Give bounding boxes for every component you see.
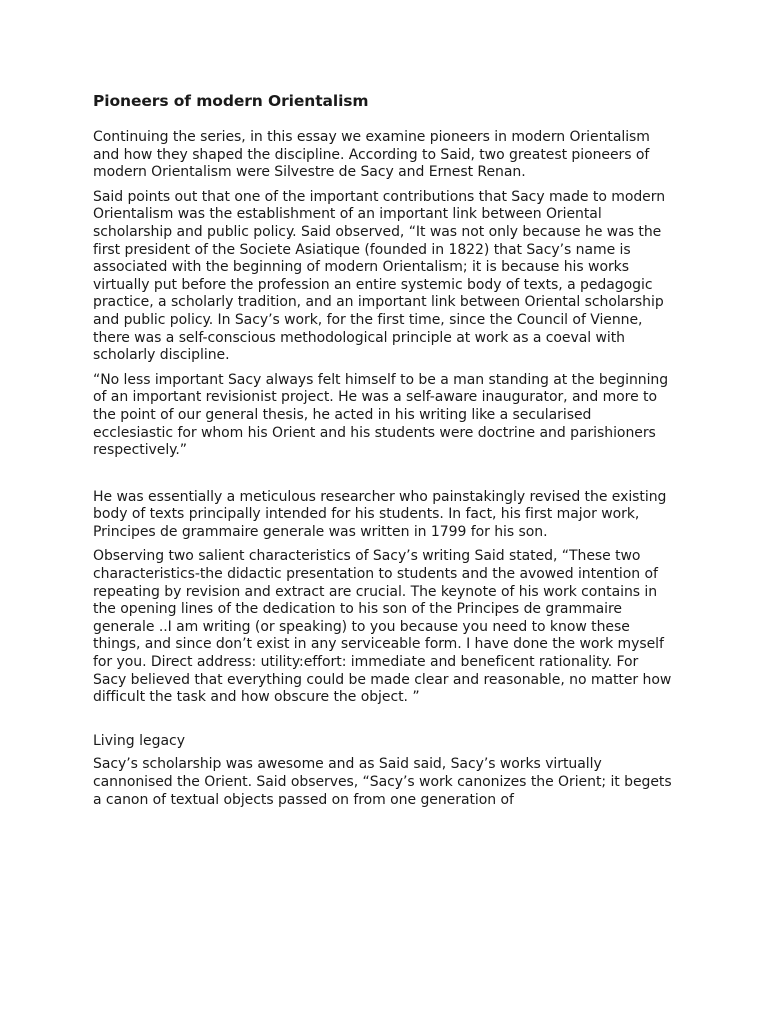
- paragraph-revisionist-quote: “No less important Sacy always felt himself to be a man standing at the beginning of an important revisionist project. He was a self-aware inaugurator, and more to the point of our general thesis, he acted in his writing like a secularised ecclesiastic for whom his Orient and his students were doctrine and parishioners respectively.”: [93, 371, 669, 459]
- paragraph-sacy-contribution: Said points out that one of the important contributions that Sacy made to modern Orientalism was the establishment of an important link between Oriental scholarship and public policy. Said observed, “It was not only because he was the first president of the Societe Asiatique (founded in 1822) that Sacy’s name is associated with the beginning of modern Orientalism; it is because his works virtually put before the profession an entire systemic body of texts, a pedagogic practice, a scholarly tradition, and an important link between Oriental scholarship and public policy. In Sacy’s work, for the first time, since the Council of Vienne, there was a self-conscious methodological principle at work as a coeval with scholarly discipline.: [93, 188, 666, 364]
- document-page: [93, 90, 673, 816]
- paragraph-characteristics: Observing two salient characteristics of Sacy’s writing Said stated, “These two characteristics-the didactic presentation to students and the avowed intention of repeating by revision and extract are crucial. The keynote of his work contains in the opening lines of the dedication to his son of the Principes de grammaire generale ..I am writing (or speaking) to you because you need to know these things, and since don’t exist in any serviceable form. I have done the work myself for you. Direct address: utility:effort: immediate and beneficent rationality. For Sacy believed that everything could be made clear and reasonable, no matter how difficult the task and how obscure the object. ”: [93, 548, 672, 706]
- document-title: Pioneers of modern Orientalism: [93, 92, 369, 110]
- paragraph-legacy: Sacy’s scholarship was awesome and as Said said, Sacy’s works virtually cannonised the Orient. Said observes, “Sacy’s work canonizes the Orient; it begets a canon of textual objects passed on from one generation of: [93, 756, 672, 808]
- paragraph-researcher: He was essentially a meticulous researcher who painstakingly revised the existing body of texts principally intended for his students. In fact, his first major work, Principes de grammaire generale was written in 1799 for his son.: [93, 488, 667, 540]
- paragraph-intro: Continuing the series, in this essay we examine pioneers in modern Orientalism and how they shaped the discipline. According to Said, two greatest pioneers of modern Orientalism were Silvestre de Sacy and Ernest Renan.: [93, 129, 650, 181]
- section-heading-living-legacy: Living legacy: [93, 732, 186, 749]
